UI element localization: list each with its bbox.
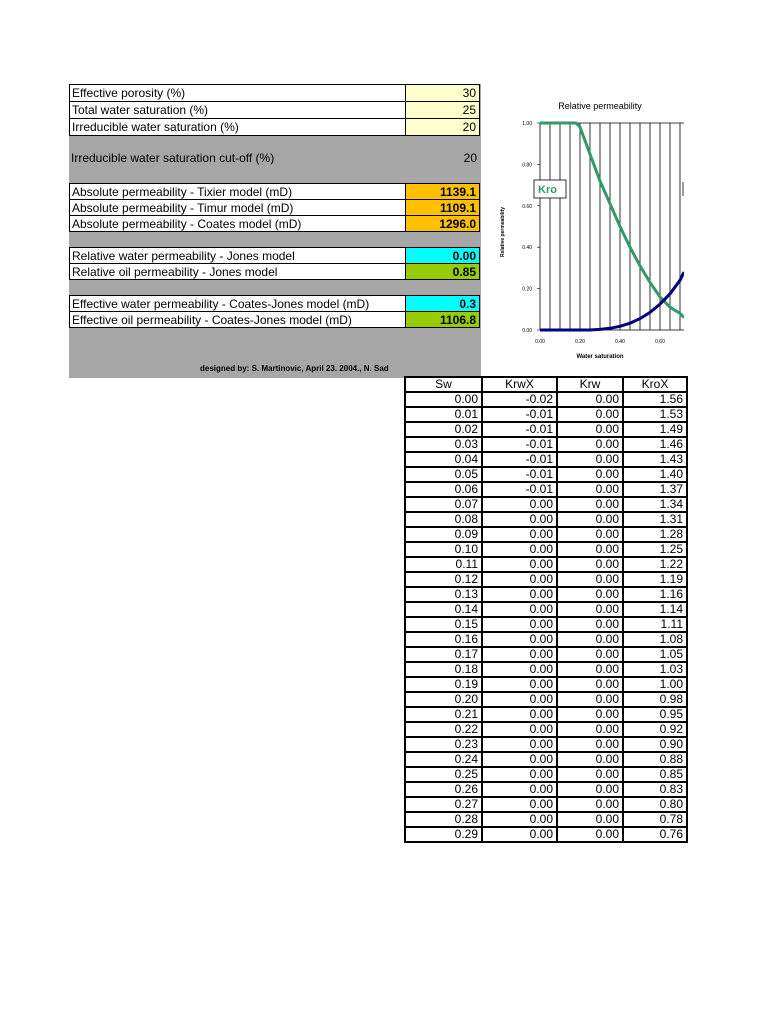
table-cell[interactable]: 0.20	[405, 692, 482, 707]
table-cell[interactable]: 1.43	[623, 452, 687, 467]
table-cell[interactable]: 0.08	[405, 512, 482, 527]
table-cell[interactable]: 0.11	[405, 557, 482, 572]
table-row	[405, 512, 687, 527]
x-axis-label: Water saturation	[576, 354, 624, 360]
table-cell[interactable]: 0.00	[482, 542, 557, 557]
table-cell[interactable]: -0.01	[482, 482, 557, 497]
column-header-sw: Sw	[405, 377, 482, 392]
column-header-krw: Krw	[557, 377, 623, 392]
table-cell[interactable]: 0.90	[623, 737, 687, 752]
table-cell[interactable]: 0.00	[482, 632, 557, 647]
table-cell[interactable]: 0.02	[405, 422, 482, 437]
table-cell[interactable]: 0.00	[482, 767, 557, 782]
table-row	[405, 707, 687, 722]
param-row-coates	[69, 215, 480, 232]
table-cell[interactable]: 0.00	[482, 722, 557, 737]
table-cell[interactable]: 0.00	[557, 827, 623, 842]
x-tick-label: 0.40	[615, 339, 625, 345]
saturation-table	[404, 376, 688, 843]
y-tick-label: 0.20	[522, 286, 532, 293]
param-row-irreducible-water-saturation	[69, 118, 480, 136]
table-cell[interactable]: 0.00	[482, 512, 557, 527]
param-row-cutoff	[69, 148, 480, 168]
table-cell[interactable]: 0.00	[557, 812, 623, 827]
table-cell[interactable]: 0.14	[405, 602, 482, 617]
param-value: 0.3	[405, 295, 480, 312]
param-value[interactable]: 25	[405, 101, 480, 119]
param-row-relative-water	[69, 247, 480, 264]
table-cell[interactable]: 0.00	[482, 827, 557, 842]
table-cell[interactable]: 0.80	[623, 797, 687, 812]
table-cell[interactable]: 0.24	[405, 752, 482, 767]
table-row	[405, 827, 687, 842]
table-cell[interactable]: -0.01	[482, 407, 557, 422]
table-cell[interactable]: 1.37	[623, 482, 687, 497]
table-cell[interactable]: 0.00	[557, 542, 623, 557]
table-cell[interactable]: 0.03	[405, 437, 482, 452]
table-cell[interactable]: 1.53	[623, 407, 687, 422]
table-row	[405, 737, 687, 752]
table-cell[interactable]: 0.85	[623, 767, 687, 782]
table-cell[interactable]: 0.00	[557, 587, 623, 602]
table-row	[405, 692, 687, 707]
table-row	[405, 602, 687, 617]
table-cell[interactable]: 1.00	[623, 677, 687, 692]
table-cell[interactable]: 1.22	[623, 557, 687, 572]
table-cell[interactable]: 0.00	[557, 752, 623, 767]
y-tick-label: 0.00	[522, 328, 532, 334]
param-value[interactable]: 30	[405, 84, 480, 102]
param-row-timur	[69, 199, 480, 216]
table-cell[interactable]: 0.00	[482, 617, 557, 632]
table-cell[interactable]: 0.27	[405, 797, 482, 812]
param-value: 0.00	[405, 247, 480, 264]
table-cell[interactable]: 0.00	[482, 647, 557, 662]
table-cell[interactable]: 0.00	[482, 797, 557, 812]
y-tick-label: 0.40	[522, 245, 532, 252]
table-cell[interactable]: 0.15	[405, 617, 482, 632]
table-cell[interactable]: 0.00	[557, 482, 623, 497]
table-cell[interactable]: 0.17	[405, 647, 482, 662]
table-cell[interactable]: 0.00	[557, 632, 623, 647]
table-cell[interactable]: 0.13	[405, 587, 482, 602]
param-value[interactable]: 20	[405, 118, 480, 136]
table-row	[405, 542, 687, 557]
table-row	[405, 782, 687, 797]
param-label: Irreducible water saturation (%)	[69, 118, 405, 136]
param-value: 1106.8	[405, 311, 480, 328]
param-label: Irreducible water saturation cut-off (%)	[71, 151, 275, 165]
relative-permeability-chart	[482, 84, 684, 376]
table-cell[interactable]: 1.03	[623, 662, 687, 677]
designer-credit: designed by: S. Martinovic, April 23. 2004., N. Sad	[200, 364, 389, 373]
y-tick-label: 0.60	[522, 203, 532, 210]
table-cell[interactable]: 0.12	[405, 572, 482, 587]
param-row-tixier	[69, 183, 480, 200]
chart-svg	[482, 84, 684, 376]
table-cell[interactable]: 0.00	[482, 497, 557, 512]
chart-background	[482, 84, 684, 376]
table-cell[interactable]: 0.00	[482, 707, 557, 722]
table-row	[405, 587, 687, 602]
table-cell[interactable]: -0.01	[482, 452, 557, 467]
table-cell[interactable]: 0.26	[405, 782, 482, 797]
table-cell[interactable]: 0.00	[557, 722, 623, 737]
param-label: Effective water permeability - Coates-Jones model (mD)	[69, 295, 405, 312]
table-row	[405, 662, 687, 677]
table-cell[interactable]: 0.00	[557, 737, 623, 752]
param-row-effective-porosity	[69, 84, 480, 102]
table-cell[interactable]: 0.00	[557, 512, 623, 527]
table-cell[interactable]: 1.49	[623, 422, 687, 437]
table-cell[interactable]: 0.04	[405, 452, 482, 467]
table-cell[interactable]: 0.00	[482, 557, 557, 572]
chart-title: Relative permeability	[558, 101, 642, 111]
table-cell[interactable]: 1.31	[623, 512, 687, 527]
table-row	[405, 812, 687, 827]
table-row	[405, 752, 687, 767]
table-row	[405, 422, 687, 437]
table-cell[interactable]: 1.14	[623, 602, 687, 617]
table-cell[interactable]: 0.00	[557, 527, 623, 542]
table-cell[interactable]: 0.01	[405, 407, 482, 422]
param-row-effective-water	[69, 295, 480, 312]
table-row	[405, 482, 687, 497]
table-cell[interactable]: 0.25	[405, 767, 482, 782]
param-label: Absolute permeability - Timur model (mD)	[69, 199, 405, 216]
table-cell[interactable]: 0.05	[405, 467, 482, 482]
table-cell[interactable]: 0.76	[623, 827, 687, 842]
table-row	[405, 497, 687, 512]
param-value: 20	[463, 151, 477, 165]
param-label: Relative oil permeability - Jones model	[69, 263, 405, 280]
table-cell[interactable]: 1.46	[623, 437, 687, 452]
table-cell[interactable]: 0.00	[557, 617, 623, 632]
x-tick-label: 0.00	[535, 339, 545, 345]
table-cell[interactable]: 0.29	[405, 827, 482, 842]
table-cell[interactable]: -0.01	[482, 467, 557, 482]
table-cell[interactable]: 1.16	[623, 587, 687, 602]
table-row	[405, 452, 687, 467]
table-cell[interactable]: 0.00	[557, 392, 623, 407]
table-cell[interactable]: 0.00	[557, 557, 623, 572]
table-cell[interactable]: 0.83	[623, 782, 687, 797]
table-cell[interactable]: 0.00	[557, 707, 623, 722]
table-row	[405, 407, 687, 422]
table-header-row	[405, 377, 687, 392]
table-cell[interactable]: 0.00	[557, 782, 623, 797]
column-header-krwx: KrwX	[482, 377, 557, 392]
table-cell[interactable]: 0.00	[482, 812, 557, 827]
table-cell[interactable]: 0.22	[405, 722, 482, 737]
table-cell[interactable]: 0.00	[557, 602, 623, 617]
table-cell[interactable]: 0.95	[623, 707, 687, 722]
table-cell[interactable]: 0.00	[557, 467, 623, 482]
table-row	[405, 572, 687, 587]
param-row-effective-oil	[69, 311, 480, 328]
param-label: Effective porosity (%)	[69, 84, 405, 102]
param-row-relative-oil	[69, 263, 480, 280]
table-cell[interactable]: 0.00	[557, 572, 623, 587]
table-cell[interactable]: 1.28	[623, 527, 687, 542]
table-cell[interactable]: 1.56	[623, 392, 687, 407]
table-cell[interactable]: 0.19	[405, 677, 482, 692]
table-cell[interactable]: 0.00	[557, 497, 623, 512]
table-cell[interactable]: 0.00	[482, 752, 557, 767]
param-label: Effective oil permeability - Coates-Jones model (mD)	[69, 311, 405, 328]
table-cell[interactable]: 0.00	[482, 782, 557, 797]
table-cell[interactable]: 0.00	[557, 452, 623, 467]
table-cell[interactable]: 1.19	[623, 572, 687, 587]
table-row	[405, 467, 687, 482]
table-cell[interactable]: -0.01	[482, 437, 557, 452]
table-cell[interactable]: 0.00	[557, 647, 623, 662]
table-row	[405, 632, 687, 647]
table-cell[interactable]: -0.01	[482, 422, 557, 437]
table-row	[405, 767, 687, 782]
param-value: 1139.1	[405, 183, 480, 200]
table-cell[interactable]: 0.00	[557, 767, 623, 782]
table-cell[interactable]: 0.00	[557, 692, 623, 707]
table-cell[interactable]: -0.02	[482, 392, 557, 407]
table-cell[interactable]: 1.25	[623, 542, 687, 557]
y-tick-label: 1.00	[522, 121, 532, 127]
column-header-krox: KroX	[623, 377, 687, 392]
table-cell[interactable]: 0.78	[623, 812, 687, 827]
x-tick-label: 0.60	[655, 339, 665, 345]
param-label: Total water saturation (%)	[69, 101, 405, 119]
table-cell[interactable]: 0.00	[482, 602, 557, 617]
x-tick-label: 0.20	[575, 339, 585, 345]
table-cell[interactable]: 0.23	[405, 737, 482, 752]
param-row-total-water-saturation	[69, 101, 480, 119]
table-cell[interactable]: 0.00	[482, 572, 557, 587]
table-cell[interactable]: 0.92	[623, 722, 687, 737]
table-cell[interactable]: 0.21	[405, 707, 482, 722]
table-cell[interactable]: 0.10	[405, 542, 482, 557]
table-cell[interactable]: 1.40	[623, 467, 687, 482]
y-tick-label: 0.80	[522, 162, 532, 169]
table-cell[interactable]: 0.07	[405, 497, 482, 512]
table-cell[interactable]: 1.05	[623, 647, 687, 662]
table-cell[interactable]: 0.98	[623, 692, 687, 707]
param-value: 1296.0	[405, 215, 480, 232]
y-axis-label: Relative permeability	[500, 206, 506, 258]
table-row	[405, 677, 687, 692]
legend-label-kro: Kro	[538, 184, 557, 196]
table-row	[405, 647, 687, 662]
table-row	[405, 617, 687, 632]
table-cell[interactable]: 0.00	[482, 527, 557, 542]
table-cell[interactable]: 1.08	[623, 632, 687, 647]
table-cell[interactable]: 0.00	[482, 677, 557, 692]
table-cell[interactable]: 0.18	[405, 662, 482, 677]
table-cell[interactable]: 0.00	[482, 692, 557, 707]
param-label: Absolute permeability - Coates model (mD)	[69, 215, 405, 232]
table-cell[interactable]: 0.09	[405, 527, 482, 542]
table-cell[interactable]: 0.00	[557, 677, 623, 692]
table-row	[405, 437, 687, 452]
table-cell[interactable]: 0.88	[623, 752, 687, 767]
table-cell[interactable]: 0.00	[557, 797, 623, 812]
table-cell[interactable]: 0.28	[405, 812, 482, 827]
table-row	[405, 392, 687, 407]
table-row	[405, 527, 687, 542]
table-cell[interactable]: 0.00	[557, 422, 623, 437]
table-cell[interactable]: 0.00	[482, 737, 557, 752]
table-cell[interactable]: 0.06	[405, 482, 482, 497]
table-row	[405, 722, 687, 737]
table-cell[interactable]: 0.00	[557, 437, 623, 452]
param-label: Relative water permeability - Jones model	[69, 247, 405, 264]
table-cell[interactable]: 0.00	[482, 587, 557, 602]
table-row	[405, 557, 687, 572]
table-row	[405, 797, 687, 812]
table-cell[interactable]: 0.00	[405, 392, 482, 407]
table-cell[interactable]: 1.34	[623, 497, 687, 512]
param-value: 1109.1	[405, 199, 480, 216]
table-cell[interactable]: 0.00	[482, 662, 557, 677]
param-value: 0.85	[405, 263, 480, 280]
table-cell[interactable]: 0.00	[557, 662, 623, 677]
table-cell[interactable]: 1.11	[623, 617, 687, 632]
param-label: Absolute permeability - Tixier model (mD)	[69, 183, 405, 200]
table-cell[interactable]: 0.16	[405, 632, 482, 647]
table-cell[interactable]: 0.00	[557, 407, 623, 422]
